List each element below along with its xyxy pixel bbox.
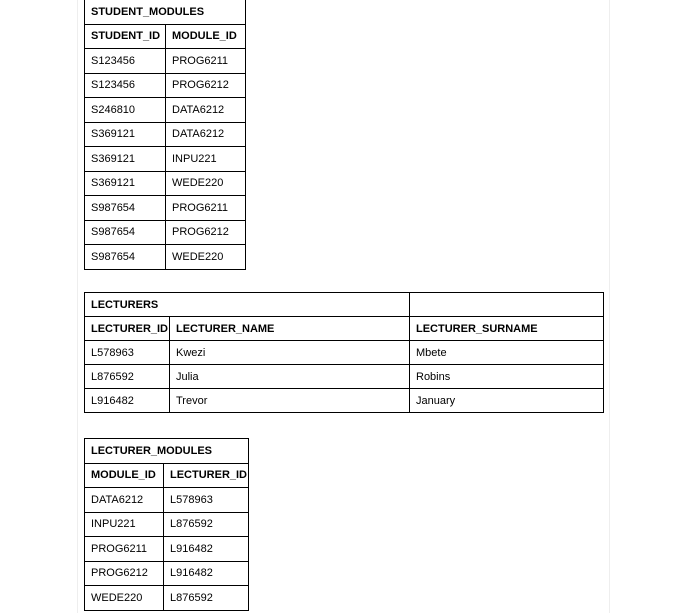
table-title: LECTURERS: [85, 293, 410, 317]
table-cell: L916482: [85, 389, 170, 413]
lecturer-modules-table: [84, 438, 249, 611]
table-cell: L578963: [85, 341, 170, 365]
student-modules-table: [84, 0, 246, 270]
table-cell: PROG6211: [166, 196, 246, 221]
lecturers-table: [84, 292, 604, 413]
table-row: [85, 245, 246, 270]
table-cell: INPU221: [166, 147, 246, 172]
column-header: MODULE_ID: [166, 24, 246, 49]
table-row: [85, 171, 246, 196]
table-header-row: [85, 317, 604, 341]
table-cell: L876592: [85, 365, 170, 389]
table-cell: DATA6212: [166, 122, 246, 147]
empty-title-cell: [410, 293, 604, 317]
table-cell: Mbete: [410, 341, 604, 365]
table-title: STUDENT_MODULES: [85, 0, 246, 24]
table-cell: PROG6211: [166, 49, 246, 74]
table-row: [85, 512, 249, 537]
table-cell: Kwezi: [170, 341, 410, 365]
table-row: [85, 147, 246, 172]
table-cell: DATA6212: [85, 488, 164, 513]
table-cell: S123456: [85, 73, 166, 98]
table-row: [85, 365, 604, 389]
column-header: STUDENT_ID: [85, 24, 166, 49]
table-row: [85, 196, 246, 221]
table-cell: PROG6212: [85, 561, 164, 586]
column-header: LECTURER_ID: [85, 317, 170, 341]
table-title-row: [85, 0, 246, 24]
table-cell: DATA6212: [166, 98, 246, 123]
table-cell: WEDE220: [166, 245, 246, 270]
table-header-row: [85, 463, 249, 488]
table-cell: Trevor: [170, 389, 410, 413]
table-cell: S123456: [85, 49, 166, 74]
table-cell: S987654: [85, 196, 166, 221]
table-cell: L916482: [164, 537, 249, 562]
table-row: [85, 122, 246, 147]
column-header: MODULE_ID: [85, 463, 164, 488]
table-row: [85, 389, 604, 413]
table-cell: L876592: [164, 586, 249, 611]
table-row: [85, 341, 604, 365]
table-cell: WEDE220: [85, 586, 164, 611]
table-cell: S987654: [85, 245, 166, 270]
table-cell: S369121: [85, 122, 166, 147]
table-cell: S246810: [85, 98, 166, 123]
table-row: [85, 73, 246, 98]
table-cell: January: [410, 389, 604, 413]
table-cell: S987654: [85, 220, 166, 245]
table-row: [85, 98, 246, 123]
table-header-row: [85, 24, 246, 49]
table-title: LECTURER_MODULES: [85, 439, 249, 464]
table-row: [85, 561, 249, 586]
table-row: [85, 488, 249, 513]
table-row: [85, 586, 249, 611]
table-cell: WEDE220: [166, 171, 246, 196]
table-row: [85, 49, 246, 74]
table-cell: L876592: [164, 512, 249, 537]
table-title-row: [85, 293, 604, 317]
column-header: LECTURER_ID: [164, 463, 249, 488]
table-cell: Julia: [170, 365, 410, 389]
table-cell: S369121: [85, 147, 166, 172]
table-cell: L578963: [164, 488, 249, 513]
table-cell: PROG6212: [166, 220, 246, 245]
column-header: LECTURER_NAME: [170, 317, 410, 341]
page-edge-right: [609, 0, 610, 613]
table-row: [85, 220, 246, 245]
table-title-row: [85, 439, 249, 464]
table-cell: INPU221: [85, 512, 164, 537]
table-cell: Robins: [410, 365, 604, 389]
table-cell: PROG6211: [85, 537, 164, 562]
table-cell: PROG6212: [166, 73, 246, 98]
page-edge-left: [77, 0, 78, 613]
table-row: [85, 537, 249, 562]
table-cell: S369121: [85, 171, 166, 196]
column-header: LECTURER_SURNAME: [410, 317, 604, 341]
table-cell: L916482: [164, 561, 249, 586]
